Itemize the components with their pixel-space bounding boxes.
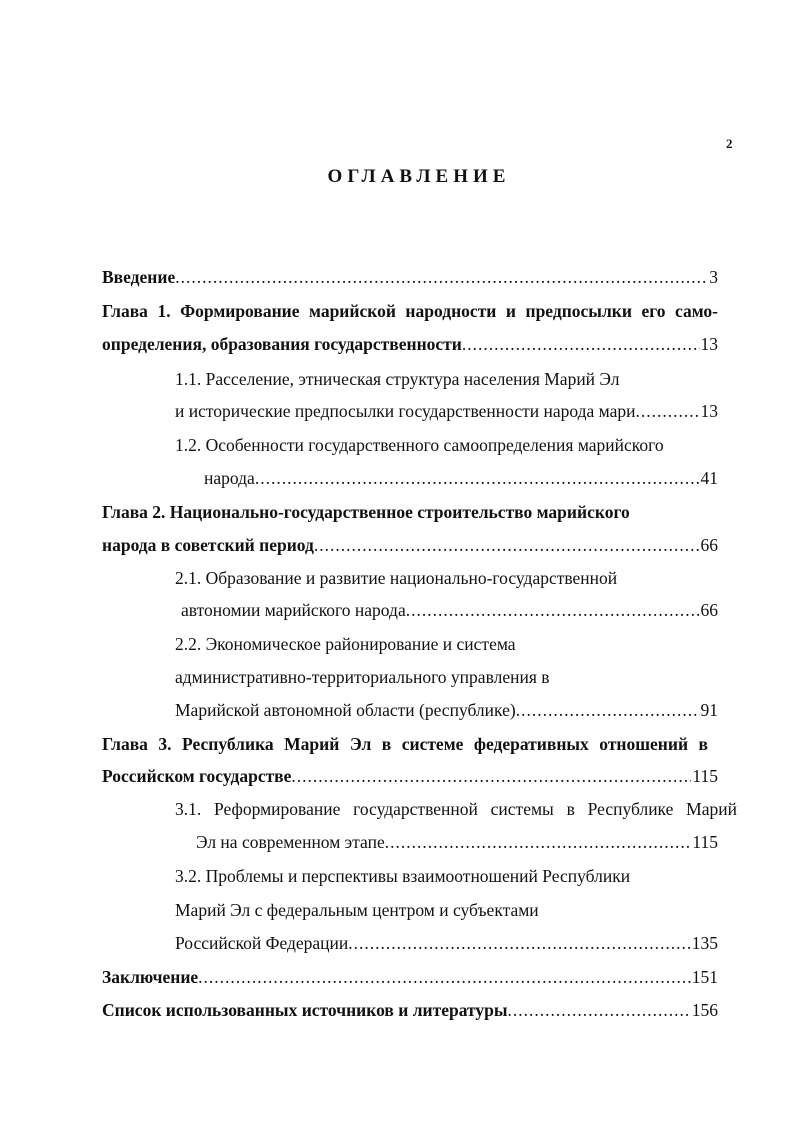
dot-leader — [348, 930, 690, 956]
toc-entry-intro — [102, 264, 718, 290]
dot-leader — [198, 964, 691, 990]
toc-entry-label: Российской Федерации — [175, 933, 349, 953]
dot-leader — [291, 763, 691, 789]
section-2-2-line2: административно-территориального управления в — [175, 667, 550, 687]
toc-entry-page: 135 — [691, 933, 718, 953]
dot-leader — [175, 264, 708, 290]
dot-leader — [636, 398, 700, 424]
toc-entry-chapter3 — [102, 763, 718, 789]
section-2-2-line1: 2.2. Экономическое районирование и система — [175, 634, 516, 654]
toc-entry-section-1-1 — [175, 398, 718, 424]
page-number: 2 — [726, 136, 733, 151]
toc-entry-page: 91 — [700, 700, 718, 720]
toc-entry-section-1-2 — [204, 465, 718, 491]
toc-entry-page: 13 — [700, 401, 718, 421]
dot-leader — [516, 697, 700, 723]
section-2-1-line1: 2.1. Образование и развитие национально-государственной — [175, 568, 618, 588]
toc-entry-label: определения, образования государственности — [102, 334, 462, 354]
toc-entry-label: Эл на современном этапе — [196, 832, 385, 852]
dot-leader — [508, 997, 691, 1023]
dot-leader — [314, 532, 700, 558]
toc-entry-label: Заключение — [102, 967, 199, 987]
toc-entry-section-3-2 — [175, 930, 718, 956]
toc-entry-page: 151 — [691, 967, 718, 987]
toc-entry-chapter2 — [102, 532, 718, 558]
toc-entry-page: 13 — [700, 334, 718, 354]
toc-entry-conclusion — [102, 964, 718, 990]
section-3-2-line1: 3.2. Проблемы и перспективы взаимоотношений Республики — [175, 866, 631, 886]
toc-entry-label: Введение — [102, 267, 176, 287]
toc-entry-page: 115 — [692, 766, 718, 786]
toc-entry-label: автономии марийского народа — [181, 600, 406, 620]
section-3-1-line1: 3.1. Реформирование государственной системы в Республике Марий — [175, 799, 737, 819]
section-1-1-line1: 1.1. Расселение, этническая структура населения Марий Эл — [175, 369, 620, 389]
toc-entry-page: 156 — [691, 1000, 718, 1020]
toc-entry-label: Марийской автономной области (республике) — [175, 700, 516, 720]
section-1-2-line1: 1.2. Особенности государственного самоопределения марийского — [175, 435, 664, 455]
dot-leader — [462, 331, 700, 357]
toc-entry-section-2-2 — [175, 697, 718, 723]
toc-entry-section-3-1 — [196, 829, 718, 855]
dot-leader — [385, 829, 692, 855]
section-3-2-line2: Марий Эл с федеральным центром и субъектами — [175, 900, 539, 920]
toc-entry-label: народа — [204, 468, 255, 488]
toc-entry-label: и исторические предпосылки государственности народа мари — [175, 401, 636, 421]
toc-entry-page: 66 — [700, 600, 718, 620]
toc-entry-label: народа в советский период — [102, 535, 314, 555]
toc-entry-label: Список использованных источников и литературы — [102, 1000, 508, 1020]
chapter2-title-line1: Глава 2. Национально-государственное строительство марийского — [102, 502, 630, 522]
toc-entry-label: Российском государстве — [102, 766, 292, 786]
toc-entry-page: 66 — [700, 535, 718, 555]
dot-leader — [255, 465, 700, 491]
toc-title: ОГЛАВЛЕНИЕ — [327, 166, 511, 187]
dot-leader — [406, 597, 700, 623]
toc-entry-chapter1 — [102, 331, 718, 357]
toc-entry-sources — [102, 997, 718, 1023]
chapter3-title-line1: Глава 3. Республика Марий Эл в системе федеративных отношений в — [102, 734, 708, 754]
toc-entry-page: 41 — [700, 468, 718, 488]
toc-entry-section-2-1 — [181, 597, 718, 623]
chapter1-title-line1: Глава 1. Формирование марийской народности и предпосылки его само- — [102, 301, 718, 321]
toc-entry-page: 115 — [692, 832, 718, 852]
toc-entry-page: 3 — [709, 267, 718, 287]
